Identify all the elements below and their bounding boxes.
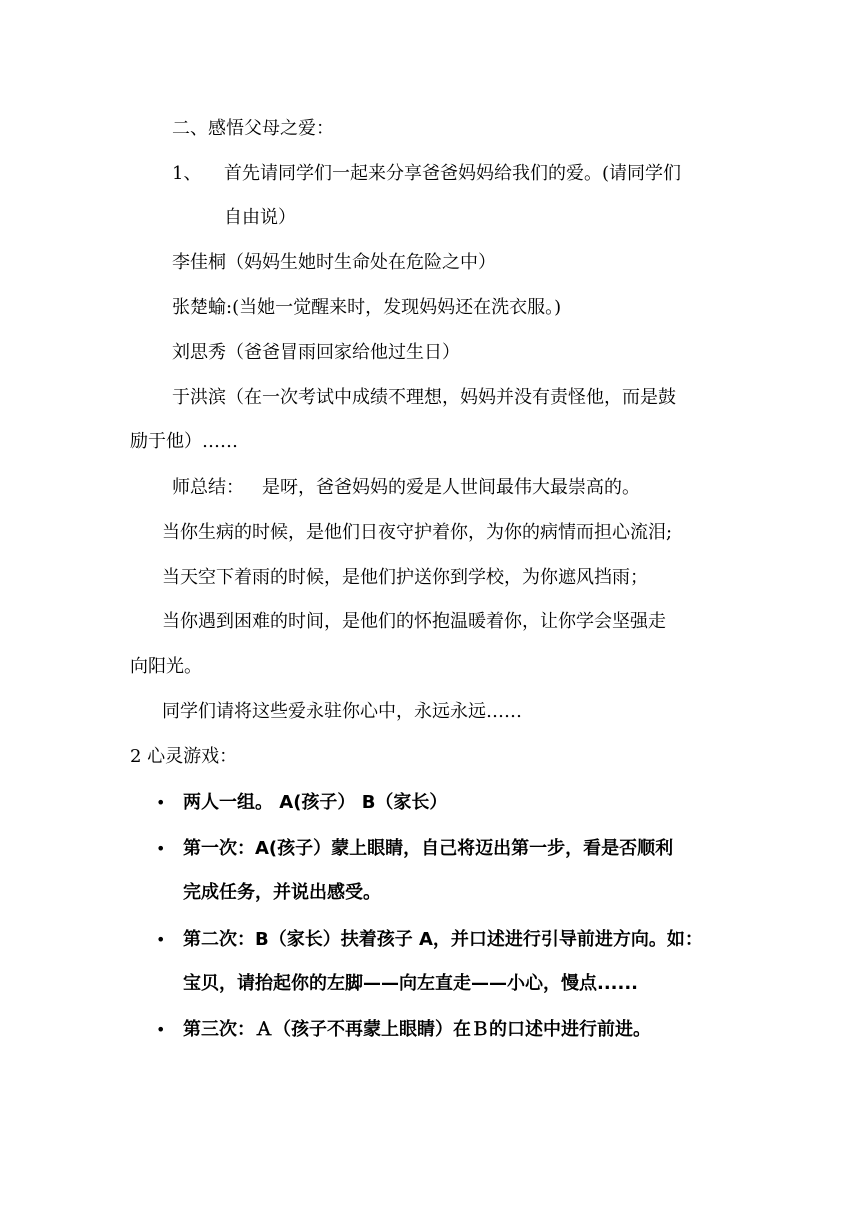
game-title: 2 心灵游戏： <box>130 746 238 767</box>
bullet-text: 两人一组。 A(孩子） B（家长） <box>183 792 448 813</box>
parallel-line: 当天空下着雨的时候，是他们护送你到学校，为你遮风挡雨； <box>162 567 648 588</box>
item1-text-line2: 自由说） <box>224 207 296 228</box>
summary-label: 师总结： <box>172 477 244 498</box>
bullet-dot: • <box>156 1020 166 1039</box>
example4-line2: 励于他）…… <box>130 431 238 452</box>
parallel3-line1: 当你遇到困难的时间，是他们的怀抱温暖着你，让你学会坚强走 <box>162 611 666 632</box>
example-line: 张楚蝓:(当她一觉醒来时，发现妈妈还在洗衣服。) <box>172 297 562 318</box>
bullet-dot: • <box>156 839 166 858</box>
parallel3-line2: 向阳光。 <box>130 656 202 677</box>
example-line: 李佳桐（妈妈生她时生命处在危险之中） <box>172 252 496 273</box>
bullet-text: 第一次：A(孩子）蒙上眼睛，自己将迈出第一步，看是否顺利 <box>183 838 674 859</box>
item1-text-line1: 首先请同学们一起来分享爸爸妈妈给我们的爱。(请同学们 <box>224 163 682 184</box>
bullet-text: 完成任务，并说出感受。 <box>183 882 381 903</box>
item-number: 1、 <box>172 163 202 184</box>
bullet-dot: • <box>156 793 166 812</box>
bullet-dot: • <box>156 930 166 949</box>
example4-line1: 于洪滨（在一次考试中成绩不理想，妈妈并没有责怪他，而是鼓 <box>172 387 676 408</box>
parallel-line: 当你生病的时候，是他们日夜守护着你，为你的病情而担心流泪; <box>162 522 673 543</box>
bullet-text: 第三次：Ａ（孩子不再蒙上眼睛）在Ｂ的口述中进行前进。 <box>183 1019 651 1040</box>
summary-text: 是呀，爸爸妈妈的爱是人世间最伟大最崇高的。 <box>262 477 640 498</box>
section-title: 二、感悟父母之爱： <box>172 118 334 139</box>
example-line: 刘思秀（爸爸冒雨回家给他过生日） <box>172 342 460 363</box>
bullet-text: 宝贝，请抬起你的左脚——向左直走——小心，慢点...... <box>183 973 639 994</box>
bullet-text: 第二次：B（家长）扶着孩子 A，并口述进行引导前进方向。如： <box>183 929 703 950</box>
closing-line: 同学们请将这些爱永驻你心中，永远永远…… <box>162 701 522 722</box>
